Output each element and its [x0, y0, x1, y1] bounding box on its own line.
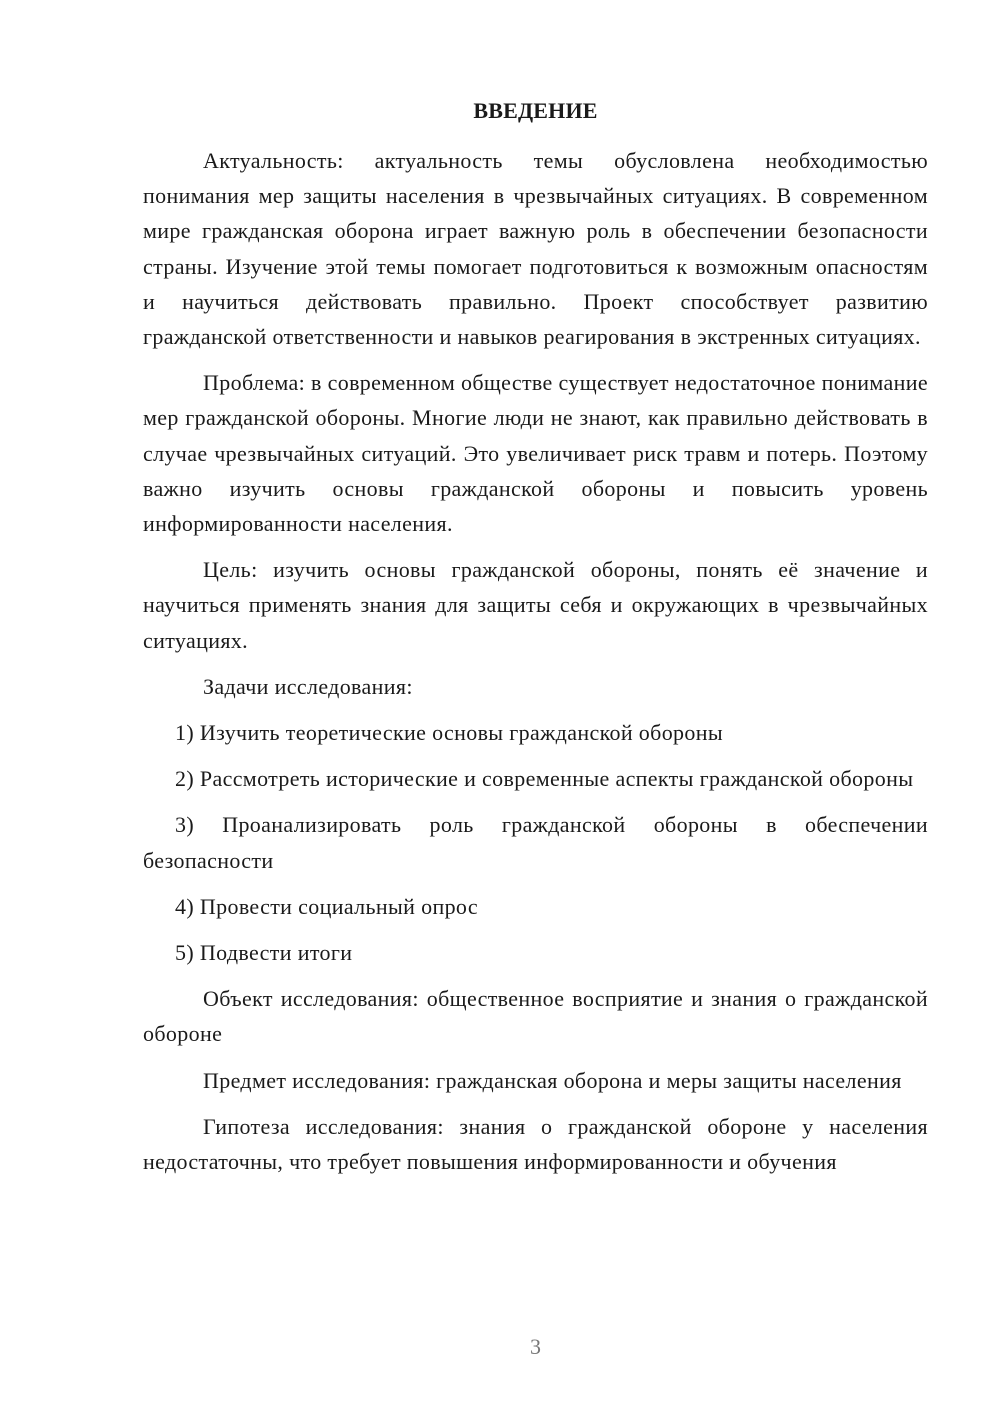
tasks-heading: Задачи исследования:	[203, 673, 413, 699]
paragraph-problem: Проблема: в современном обществе существует недостаточное понимание мер гражданской обороны. Многие люди не знают, как правильно действовать в случае чрезвычайных ситуаций. Это увеличивает риск травм и потерь. Поэтому важно изучить основы гражданской обороны и повысить уровень информированности населения.	[143, 370, 928, 537]
paragraph-object: Объект исследования: общественное восприятие и знания о гражданской обороне	[143, 986, 928, 1047]
paragraph-subject: Предмет исследования: гражданская оборона и меры защиты населения	[203, 1067, 902, 1093]
task-item-5: 5) Подвести итоги	[175, 940, 353, 966]
task-item-2: 2) Рассмотреть исторические и современные аспекты гражданской обороны	[175, 766, 914, 792]
task-item-4: 4) Провести социальный опрос	[175, 893, 478, 919]
page-number: 3	[530, 1334, 541, 1359]
task-item-1: 1) Изучить теоретические основы гражданской обороны	[175, 720, 724, 746]
page-title: ВВЕДЕНИЕ	[473, 98, 598, 123]
paragraph-relevance: Актуальность: актуальность темы обусловлена необходимостью понимания мер защиты населения в чрезвычайных ситуациях. В современном мире гражданская оборона играет важную роль в обеспечении безопасности страны. Изучение этой темы помогает подготовиться к возможным опасностям и научиться действовать правильно. Проект способствует развитию гражданской ответственности и навыков реагирования в экстренных ситуациях.	[143, 148, 928, 350]
paragraph-hypothesis: Гипотеза исследования: знания о гражданской обороне у населения недостаточны, что требует повышения информированности и обучения	[143, 1113, 928, 1175]
document-page	[143, 0, 928, 1414]
paragraph-goal: Цель: изучить основы гражданской обороны, понять её значение и научиться применять знания для защиты себя и окружающих в чрезвычайных ситуациях.	[143, 557, 928, 653]
task-item-3: 3) Проанализировать роль гражданской обороны в обеспечении безопасности	[143, 812, 928, 873]
document-body	[143, 143, 928, 1190]
